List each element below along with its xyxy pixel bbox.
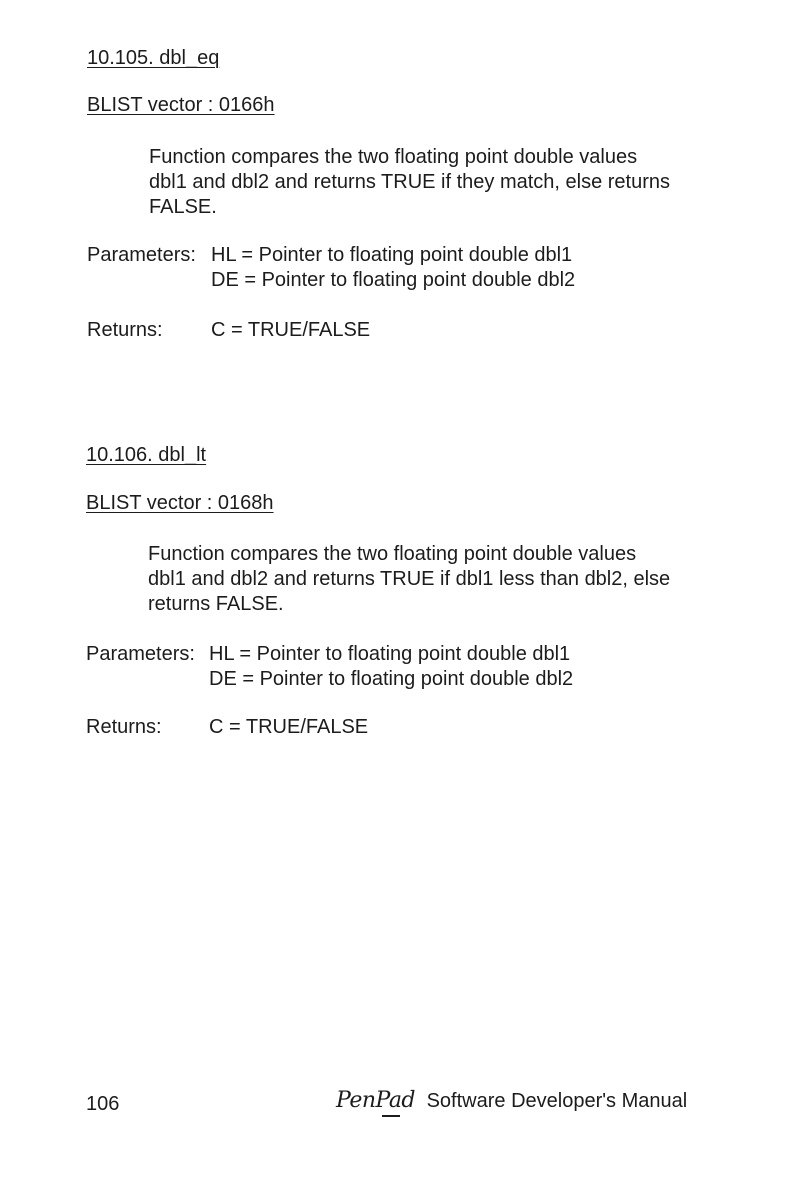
section-heading-dbl-lt: 10.106. dbl_lt — [86, 444, 207, 466]
logo-underline — [382, 1115, 400, 1117]
parameter-line: HL = Pointer to floating point double dbl1 — [211, 244, 573, 266]
blist-vector-dbl-lt: BLIST vector : 0168h — [86, 492, 274, 514]
parameter-line: DE = Pointer to floating point double dbl2 — [211, 269, 576, 291]
parameters-label: Parameters: — [86, 643, 195, 665]
description-line: Function compares the two floating point double values — [149, 146, 638, 168]
parameter-line: HL = Pointer to floating point double dbl1 — [209, 643, 571, 665]
description-line: dbl1 and dbl2 and returns TRUE if they match, else returns — [149, 171, 671, 193]
returns-label: Returns: — [86, 716, 162, 738]
penpad-logo — [336, 1088, 415, 1113]
manual-title: Software Developer's Manual — [426, 1090, 688, 1112]
description-line: dbl1 and dbl2 and returns TRUE if dbl1 less than dbl2, else — [148, 568, 671, 590]
returns-value: C = TRUE/FALSE — [209, 716, 369, 738]
page-number: 106 — [86, 1093, 120, 1115]
description-line: returns FALSE. — [148, 593, 284, 615]
returns-value: C = TRUE/FALSE — [211, 319, 371, 341]
parameter-line: DE = Pointer to floating point double dbl2 — [209, 668, 574, 690]
penpad-logo-text: PenPad — [336, 1088, 416, 1113]
returns-label: Returns: — [87, 319, 163, 341]
parameters-label: Parameters: — [87, 244, 196, 266]
footer-title — [336, 1088, 687, 1113]
section-heading-dbl-eq: 10.105. dbl_eq — [87, 47, 220, 69]
description-line: Function compares the two floating point double values — [148, 543, 637, 565]
description-line: FALSE. — [149, 196, 217, 218]
blist-vector-dbl-eq: BLIST vector : 0166h — [87, 94, 275, 116]
